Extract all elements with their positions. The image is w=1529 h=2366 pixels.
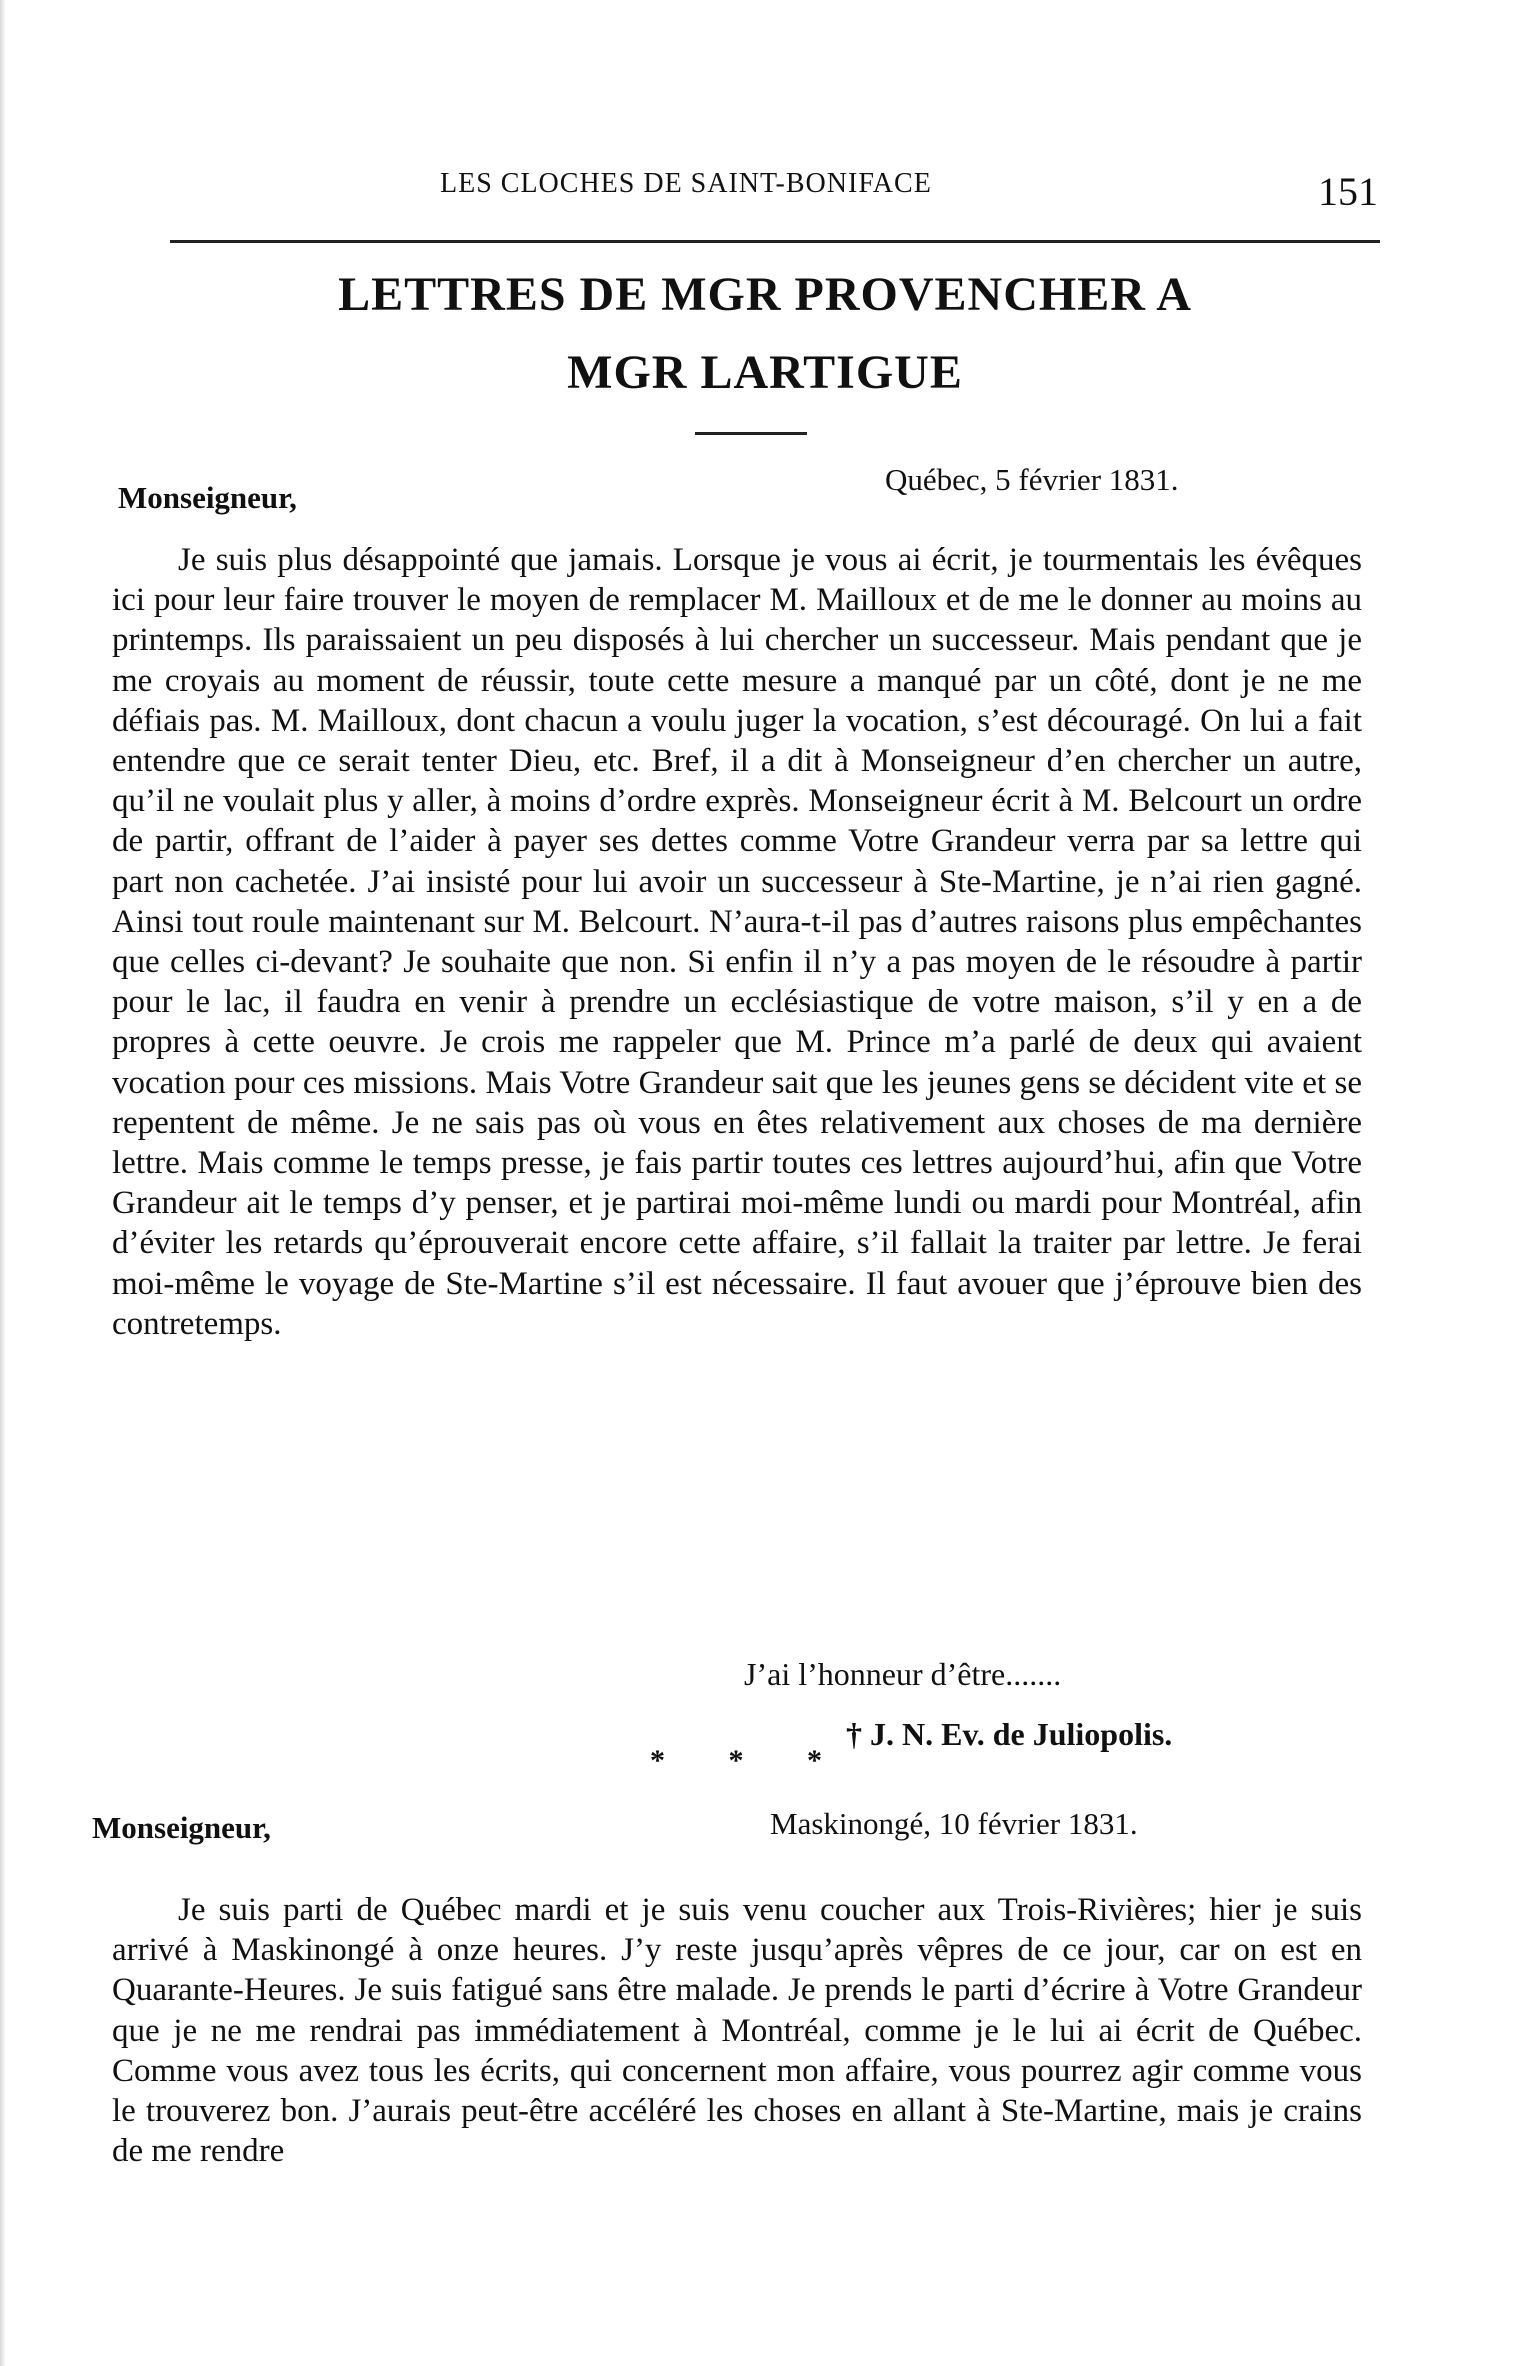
letter1-body: Je suis plus désappointé que jamais. Lorsque je vous ai écrit, je tourmentais les évêques ici pour leur faire trouver le moyen de remplacer M. Mailloux et de me le donner au moins au printemps. Ils paraissaient un peu disposés à lui chercher un successeur. Mais pendant que je me croyais au moment de réussir, toute cette mesure a manqué par un côté, dont je ne me défiais pas. M. Mailloux, dont chacun a voulu juger la vocation, s’est découragé. On lui a fait entendre que ce serait tenter Dieu, etc. Bref, il a dit à Monseigneur d’en chercher un autre, qu’il ne voulait plus y aller, à moins d’ordre exprès. Monseigneur écrit à M. Belcourt un ordre de partir, offrant de l’aider à payer ses dettes comme Votre Grandeur verra par sa lettre qui part non cachetée. J’ai insisté pour lui avoir un successeur à Ste-Martine, je n’ai rien gagné. Ainsi tout roule maintenant sur M. Belcourt. N’aura-t-il pas d’autres raisons plus empêchantes que celles ci-devant? Je souhaite que non. Si enfin il n’y a pas moyen de le résoudre à partir pour le lac, il faudra en venir à prendre un ecclésiastique de votre maison, s’il y en a de propres à cette oeuvre. Je crois me rappeler que M. Prince m’a parlé de deux qui avaient vocation pour ces missions. Mais Votre Grandeur sait que les jeunes gens se décident vite et se repentent de même. Je ne sais pas où vous en êtes relativement aux choses de ma dernière lettre. Mais comme le temps presse, je fais partir toutes ces lettres aujourd’hui, afin que Votre Grandeur ait le temps d’y penser, et je partirai moi-même lundi ou mardi pour Montréal, afin d’éviter les retards qu’éprouverait encore cette affaire, s’il fallait la traiter par lettre. Je ferai moi-même le voyage de Ste-Martine s’il est nécessaire. Il faut avouer que j’éprouve bien des contretemps.	[112, 542, 1362, 1342]
title-line-1: LETTRES DE MGR PROVENCHER A	[338, 268, 1192, 321]
letter1-dateline: Québec, 5 février 1831.	[885, 462, 1179, 497]
title-line-2: MGR LARTIGUE	[567, 346, 963, 399]
letter1-salutation: Monseigneur,	[118, 480, 297, 515]
page-number: 151	[1318, 169, 1378, 214]
section-separator: * * *	[650, 1744, 850, 1777]
letter1-closing: J’ai l’honneur d’être.......	[744, 1656, 1062, 1692]
header-rule	[170, 240, 1380, 243]
letter2-dateline: Maskinongé, 10 février 1831.	[770, 1806, 1138, 1841]
letter2-body: Je suis parti de Québec mardi et je suis venu coucher aux Trois-Rivières; hier je suis arrivé à Maskinongé à onze heures. J’y reste jusqu’après vêpres de ce jour, car on est en Quarante-Heures. Je suis fatigué sans être malade. Je prends le parti d’écrire à Votre Grandeur que je ne me rendrai pas immédiatement à Montréal, comme je le lui ai écrit de Québec. Comme vous avez tous les écrits, qui concernent mon affaire, vous pourrez agir comme vous le trouverez bon. J’aurais peut-être accéléré les choses en allant à Ste-Martine, mais je crains de me rendre	[112, 1892, 1362, 2170]
running-head: LES CLOCHES DE SAINT-BONIFACE	[440, 168, 932, 199]
scan-edge	[0, 0, 6, 2366]
letter2-salutation: Monseigneur,	[92, 1810, 271, 1845]
title-rule	[695, 432, 807, 435]
letter1-signature: † J. N. Ev. de Juliopolis.	[846, 1716, 1173, 1752]
article-title	[150, 256, 1380, 412]
